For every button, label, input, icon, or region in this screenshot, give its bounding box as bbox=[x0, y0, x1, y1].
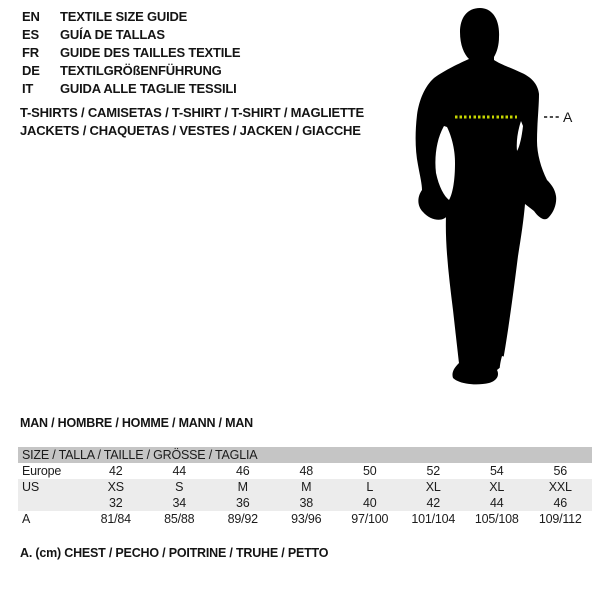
language-label: TEXTILGRÖßENFÜHRUNG bbox=[60, 63, 222, 78]
size-cell: 42 bbox=[108, 464, 123, 478]
size-cell: XL bbox=[465, 479, 529, 495]
category-heading bbox=[20, 104, 364, 140]
size-cell: 109/112 bbox=[538, 512, 582, 526]
size-cell: M bbox=[275, 479, 339, 495]
size-cell: L bbox=[338, 479, 402, 495]
size-table-header: SIZE / TALLA / TAILLE / GRÖSSE / TAGLIA bbox=[18, 447, 592, 463]
size-cell: S bbox=[148, 479, 212, 495]
size-cell: M bbox=[211, 479, 275, 495]
language-label: GUIDE DES TAILLES TEXTILE bbox=[60, 45, 241, 60]
footnote-chest: A. (cm) CHEST / PECHO / POITRINE / TRUHE / PETTO bbox=[20, 546, 329, 560]
size-cell: 85/88 bbox=[164, 512, 195, 526]
size-cell: 42 bbox=[402, 495, 466, 511]
size-cell: 89/92 bbox=[227, 512, 258, 526]
size-table bbox=[18, 447, 592, 527]
row-label: US bbox=[18, 479, 84, 495]
size-cell: 40 bbox=[338, 495, 402, 511]
category-line-tshirts: T-SHIRTS / CAMISETAS / T-SHIRT / T-SHIRT / MAGLIETTE bbox=[20, 105, 364, 120]
size-cell: 34 bbox=[148, 495, 212, 511]
row-label: A bbox=[22, 512, 31, 526]
section-title-man: MAN / HOMBRE / HOMME / MANN / MAN bbox=[20, 416, 253, 430]
size-cell: 93/96 bbox=[291, 512, 322, 526]
category-line-jackets: JACKETS / CHAQUETAS / VESTES / JACKEN / GIACCHE bbox=[20, 123, 361, 138]
language-label: TEXTILE SIZE GUIDE bbox=[60, 9, 188, 24]
language-label: GUÍA DE TALLAS bbox=[60, 27, 165, 42]
language-code: DE bbox=[22, 63, 40, 78]
language-row-it bbox=[22, 80, 240, 98]
size-cell: 56 bbox=[553, 464, 567, 478]
language-code: FR bbox=[22, 45, 39, 60]
measure-label-a: A bbox=[563, 109, 573, 125]
man-silhouette-figure bbox=[370, 0, 600, 390]
size-cell: XS bbox=[84, 479, 148, 495]
language-row-es bbox=[22, 26, 240, 44]
language-list bbox=[22, 8, 240, 98]
table-row-chest-a bbox=[18, 511, 592, 527]
size-cell: 52 bbox=[426, 464, 440, 478]
table-row-us bbox=[18, 479, 592, 495]
size-cell: 32 bbox=[84, 495, 148, 511]
language-code: EN bbox=[22, 9, 40, 24]
size-cell: 46 bbox=[235, 464, 250, 478]
size-cell: 50 bbox=[362, 464, 377, 478]
size-cell: 46 bbox=[529, 495, 593, 511]
size-table-header-row bbox=[18, 447, 592, 463]
row-label bbox=[18, 495, 84, 511]
size-cell: 97/100 bbox=[351, 512, 389, 526]
row-label: Europe bbox=[22, 464, 62, 478]
size-cell: 38 bbox=[275, 495, 339, 511]
size-cell: 81/84 bbox=[100, 512, 131, 526]
language-row-de bbox=[22, 62, 240, 80]
size-cell: 36 bbox=[211, 495, 275, 511]
table-row-europe bbox=[18, 463, 592, 479]
silhouette-body bbox=[416, 8, 557, 384]
size-cell: 44 bbox=[465, 495, 529, 511]
table-row-numeric bbox=[18, 495, 592, 511]
size-cell: 54 bbox=[489, 464, 504, 478]
language-row-en bbox=[22, 8, 240, 26]
size-cell: XXL bbox=[529, 479, 593, 495]
size-cell: 105/108 bbox=[474, 512, 519, 526]
size-cell: 48 bbox=[299, 464, 313, 478]
language-code: IT bbox=[22, 81, 34, 96]
size-cell: XL bbox=[402, 479, 466, 495]
size-cell: 101/104 bbox=[411, 512, 456, 526]
language-row-fr bbox=[22, 44, 240, 62]
language-code: ES bbox=[22, 27, 39, 42]
size-cell: 44 bbox=[172, 464, 186, 478]
language-label: GUIDA ALLE TAGLIE TESSILI bbox=[60, 81, 237, 96]
